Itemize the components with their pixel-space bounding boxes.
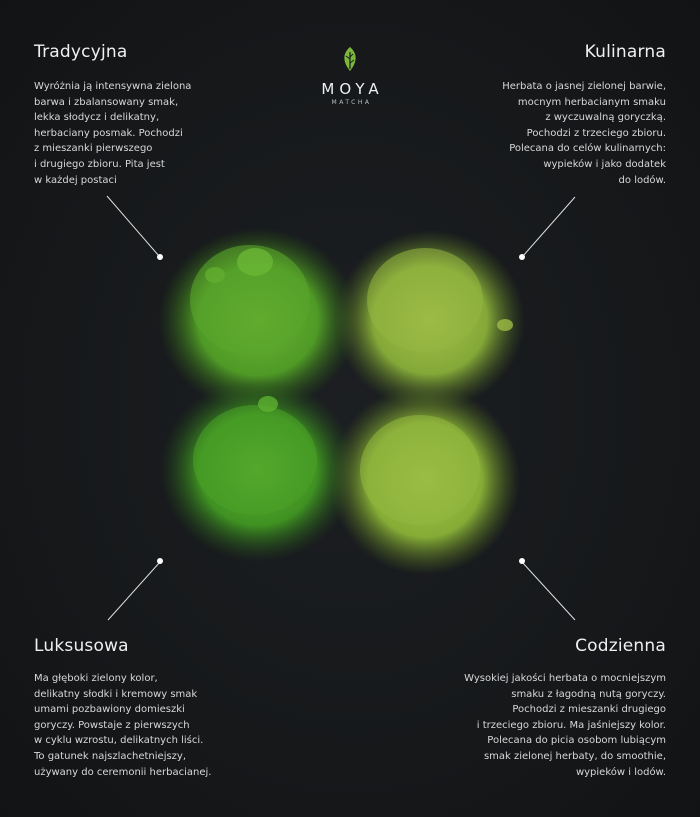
brand-logo xyxy=(300,46,400,106)
title-tradycyjna: Tradycyjna xyxy=(34,42,128,62)
title-kulinarna: Kulinarna xyxy=(584,42,666,62)
leaf-icon xyxy=(341,46,359,72)
brand-subtitle: MATCHA xyxy=(331,99,372,106)
description-tradycyjna: Wyróżnia ją intensywna zielona barwa i zbalansowany smak, lekka słodycz i delikatny, herbaciany posmak. Pochodzi z mieszanki pierwszego i drugiego zbioru. Pita jest w każdej postaci xyxy=(34,81,192,186)
description-luksusowa: Ma głęboki zielony kolor, delikatny słodki i kremowy smak umami pozbawiony domieszki goryczy. Powstaje z pierwszych w cyklu wzrostu, delikatnych liści. To gatunek najszlachetniejszy, używany do ceremonii herbacianej. xyxy=(34,673,212,778)
connector-line-kulinarna xyxy=(523,197,575,256)
brand-name: MOYA xyxy=(321,80,384,98)
connector-dot-luksusowa xyxy=(157,558,163,564)
title-codzienna: Codzienna xyxy=(575,636,666,656)
connector-dot-kulinarna xyxy=(519,254,525,260)
description-kulinarna: Herbata o jasnej zielonej barwie, mocnym herbacianym smaku z wyczuwalną goryczką. Pochodzi z trzeciego zbioru. Polecana do celów kulinarnych: wypieków i jako dodatek do lodów. xyxy=(502,81,666,186)
title-luksusowa: Luksusowa xyxy=(34,636,129,656)
connector-dot-codzienna xyxy=(519,558,525,564)
connector-dot-tradycyjna xyxy=(157,254,163,260)
description-codzienna: Wysokiej jakości herbata o mocniejszym smaku z łagodną nutą goryczy. Pochodzi z mieszanki drugiego i trzeciego zbioru. Ma jaśniejszy kolor. Polecana do picia osobom lubiącym smak zielonej herbaty, do smoothie, wypieków i lodów. xyxy=(464,673,666,778)
connector-line-codzienna xyxy=(522,562,575,620)
connector-line-tradycyjna xyxy=(107,196,159,256)
connector-line-luksusowa xyxy=(108,562,160,620)
